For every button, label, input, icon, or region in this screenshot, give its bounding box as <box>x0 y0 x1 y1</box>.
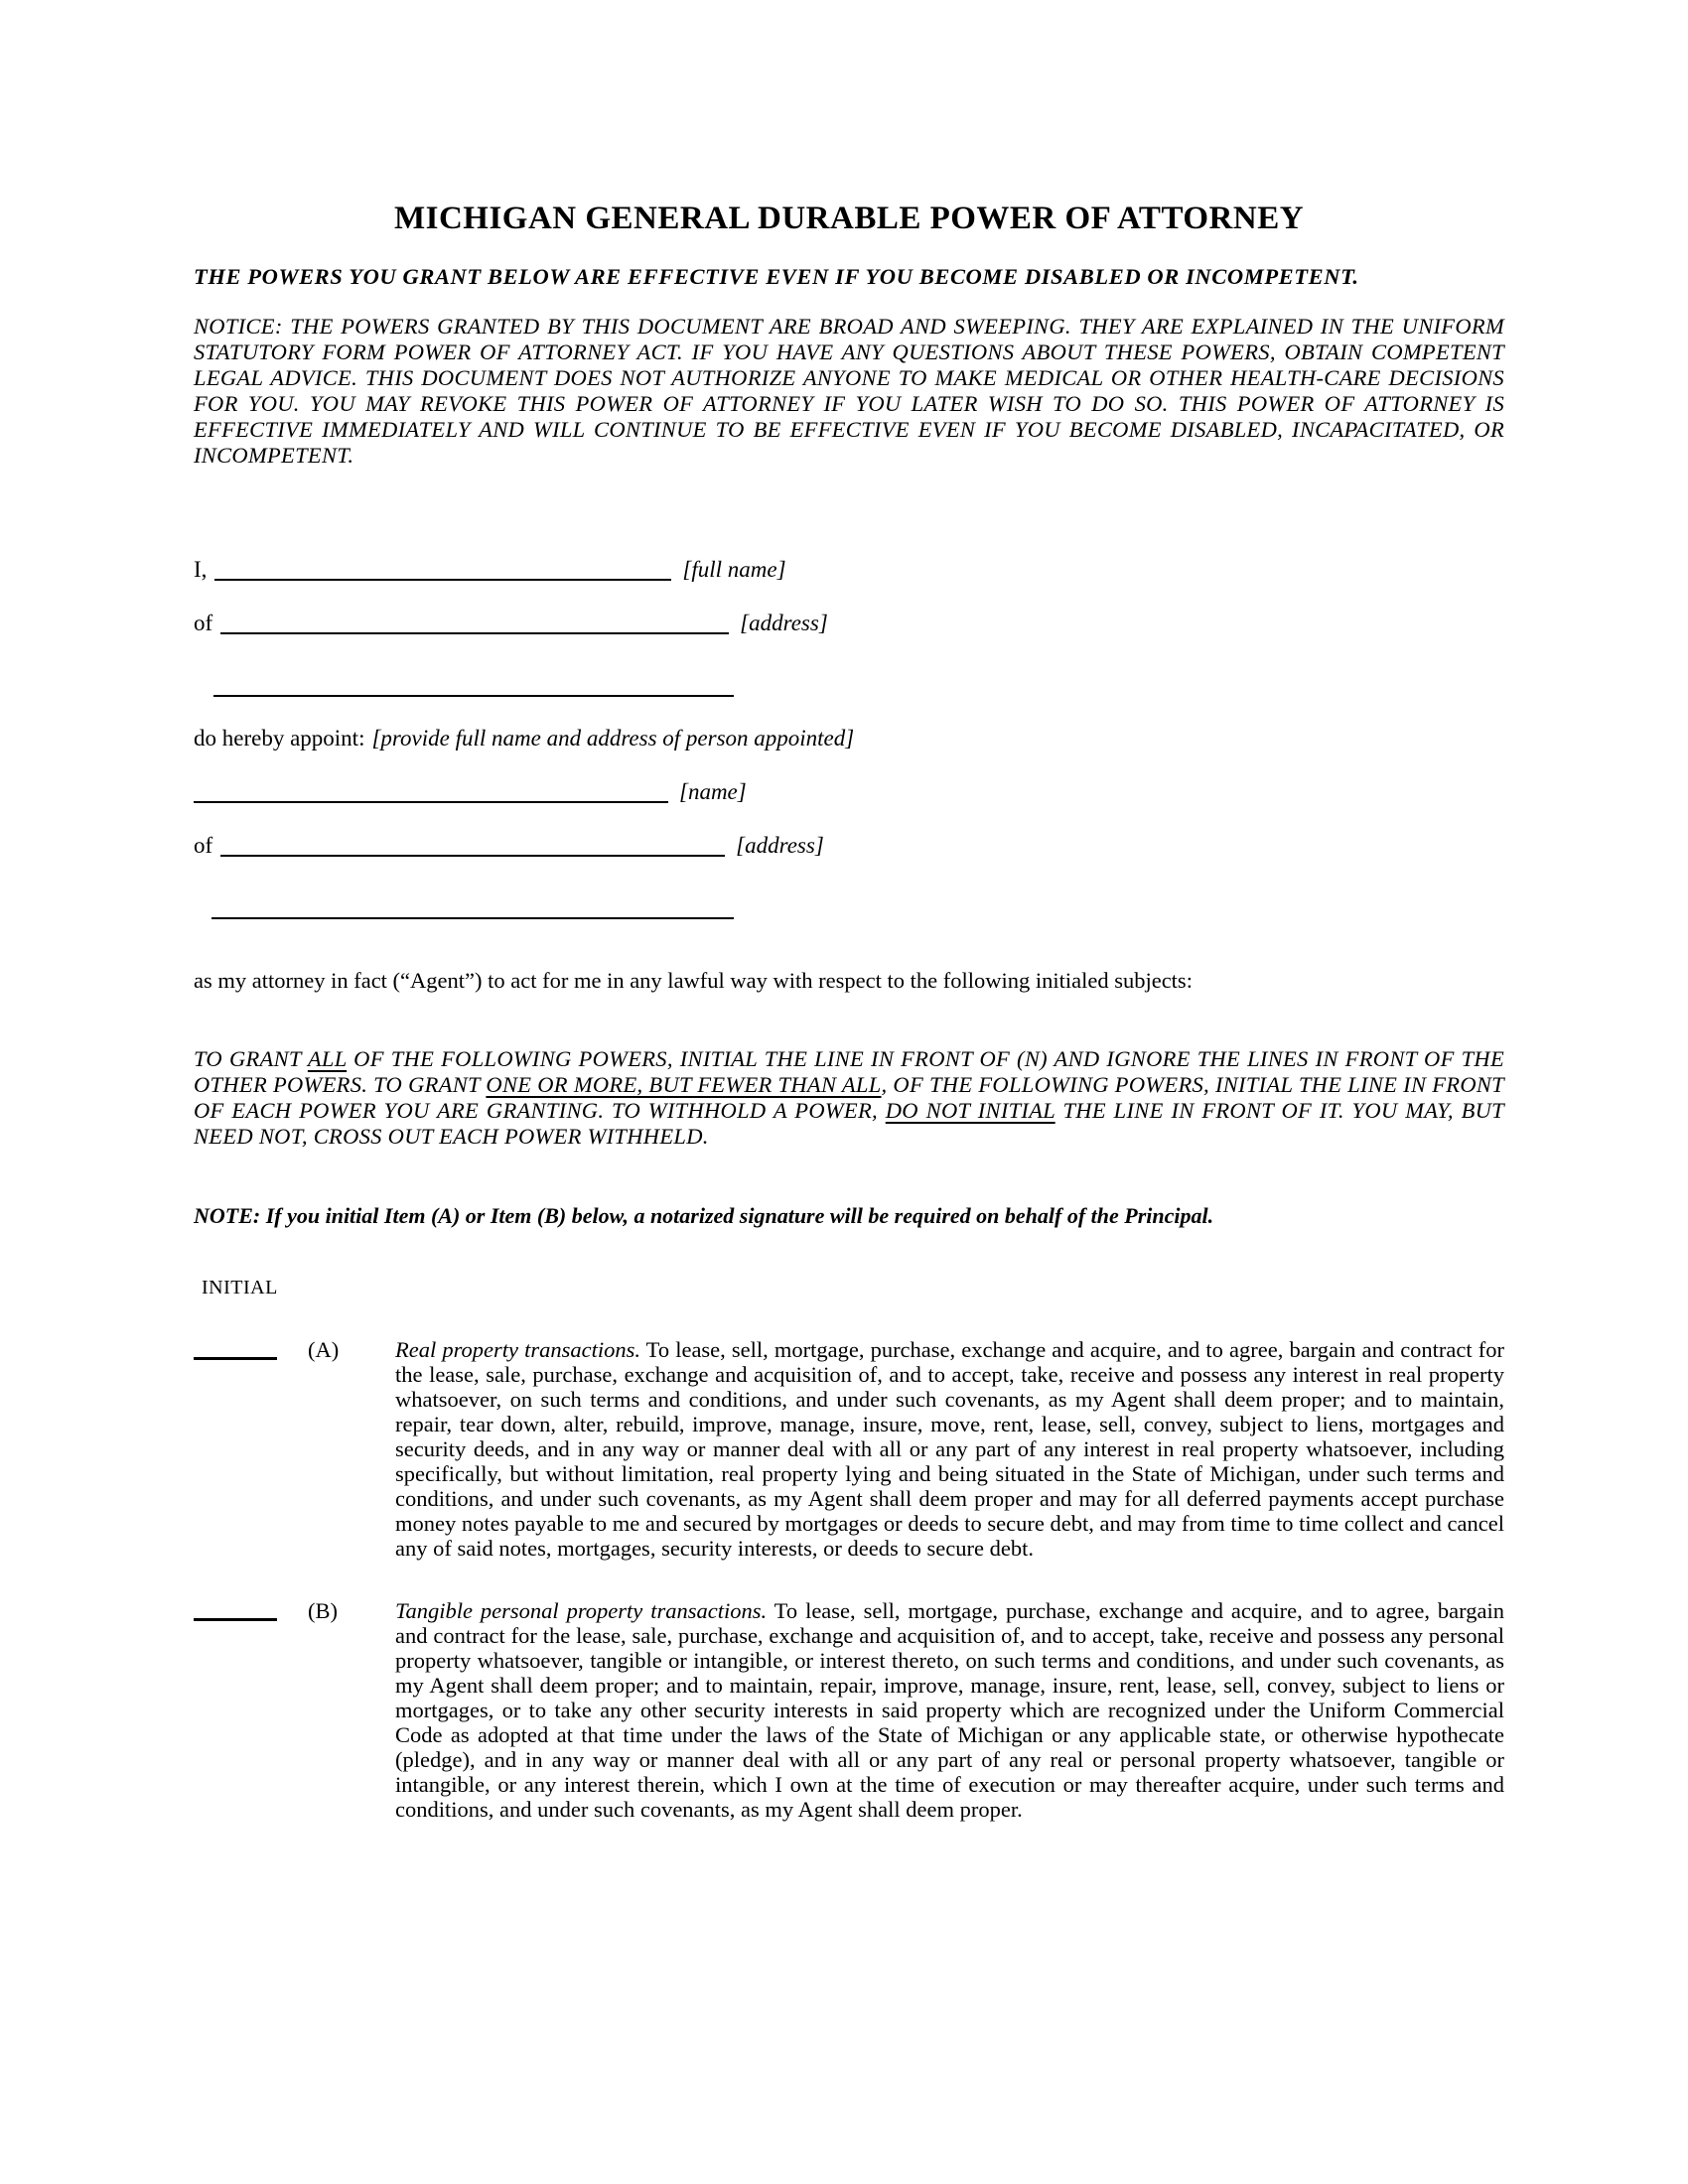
item-text <box>395 1598 1504 1822</box>
initial-blank-line <box>194 1598 277 1621</box>
appoint-hint: [provide full name and address of person appointed] <box>371 726 855 751</box>
agent-name-line <box>194 778 668 803</box>
grant-underlined-phrase: ONE OR MORE, BUT FEWER THAN ALL <box>486 1072 882 1097</box>
agent-address-line-2 <box>211 894 734 919</box>
effectiveness-statement: THE POWERS YOU GRANT BELOW ARE EFFECTIVE EVEN IF YOU BECOME DISABLED OR INCOMPETENT. <box>194 264 1359 289</box>
grant-underlined-phrase: DO NOT INITIAL <box>885 1098 1055 1123</box>
item-label: (B) <box>308 1598 338 1623</box>
power-item-a <box>194 1337 1504 1561</box>
notice-paragraph: NOTICE: THE POWERS GRANTED BY THIS DOCUMENT ARE BROAD AND SWEEPING. THEY ARE EXPLAINED IN THE UNIFORM STATUTORY FORM POWER OF ATTORNEY ACT. IF YOU HAVE ANY QUESTIONS ABOUT THESE POWERS, OBTAIN COMPETENT LEGAL ADVICE. THIS DOCUMENT DOES NOT AUTHORIZE ANYONE TO MAKE MEDICAL OR OTHER HEALTH-CARE DECISIONS FOR YOU. YOU MAY REVOKE THIS POWER OF ATTORNEY IF YOU LATER WISH TO DO SO. THIS POWER OF ATTORNEY IS EFFECTIVE IMMEDIATELY AND WILL CONTINUE TO BE EFFECTIVE EVEN IF YOU BECOME DISABLED, INCAPACITATED, OR INCOMPETENT. <box>194 314 1504 468</box>
name-hint: [name] <box>679 779 747 804</box>
principal-address-line <box>220 610 729 634</box>
item-body: To lease, sell, mortgage, purchase, exchange and acquire, and to agree, bargain and contract for the lease, sale, purchase, exchange and acquisition of, and to accept, take, receive and possess any interest in real property whatsoever, on such terms and conditions, and under such covenants, as my Agent shall deem proper; and to maintain, repair, tear down, alter, rebuild, improve, manage, insure, move, rent, lease, sell, convey, subject to liens, mortgages and security deeds, and in any way or manner deal with all or any part of any interest in real property whatsoever, including specifically, but without limitation, real property lying and being situated in the State of Michigan, under such terms and conditions, and under such covenants, as my Agent shall deem proper and may for all deferred payments accept purchase money notes payable to me and secured by mortgages or deeds to secure debt, and may from time to time collect and cancel any of said notes, mortgages, security interests, or deeds to secure debt. <box>395 1337 1504 1561</box>
agent-address-row <box>194 832 1504 859</box>
grant-text-segment: OF THE FOLLOWING POWERS, INITIAL THE LINE IN FRONT OF (N) AND IGNORE THE LINES IN FRONT OF THE OTHER POWERS. TO GRANT <box>194 1046 1505 1097</box>
grant-text-segment: , OF THE FOLLOWING POWERS, INITIAL THE LINE IN FRONT OF EACH POWER YOU ARE GRANTING. TO WITHHOLD A POWER, <box>194 1072 1504 1123</box>
agent-clause: as my attorney in fact (“Agent”) to act for me in any lawful way with respect to the following initialed subjects: <box>194 968 1193 993</box>
item-text <box>395 1337 1504 1561</box>
item-label: (A) <box>308 1337 340 1362</box>
principal-name-line <box>214 556 671 581</box>
power-item-b <box>194 1598 1504 1822</box>
principal-name-row <box>194 556 1504 583</box>
initial-column-header: INITIAL <box>202 1277 278 1298</box>
agent-address-line <box>220 832 725 857</box>
grant-underlined-phrase: ALL <box>307 1046 348 1071</box>
principal-fields <box>194 556 1504 921</box>
initial-blank-line <box>194 1337 277 1360</box>
principal-address2-row <box>194 672 1504 699</box>
grant-instructions <box>194 1046 1504 1150</box>
principal-address-row <box>194 610 1504 636</box>
of-label: of <box>194 611 213 635</box>
page-title: MICHIGAN GENERAL DURABLE POWER OF ATTORNEY <box>393 201 1305 236</box>
i-label: I, <box>194 557 208 582</box>
principal-address-line-2 <box>213 672 734 697</box>
of-label: of <box>194 833 213 858</box>
full-name-hint: [full name] <box>682 557 786 582</box>
appointment-lead-row <box>194 726 1504 751</box>
appoint-label: do hereby appoint: <box>194 726 365 751</box>
address-hint: [address] <box>740 611 828 635</box>
item-body: To lease, sell, mortgage, purchase, exchange and acquire, and to agree, bargain and contract for the lease, sale, purchase, exchange and acquisition of, and to accept, take, receive and possess any personal property whatsoever, tangible or intangible, or interest thereto, on such terms and conditions, and under such covenants, as my Agent shall deem proper; and to maintain, repair, improve, manage, insure, rent, lease, sell, convey, subject to liens or mortgages, or to take any other security interests in said property which are recognized under the Uniform Commercial Code as adopted at that time under the laws of the State of Michigan or any applicable state, or otherwise hypothecate (pledge), and in any way or manner deal with all or any part of any real or personal property whatsoever, tangible or intangible, or any interest therein, which I own at the time of execution or may thereafter acquire, under such terms and conditions, and under such covenants, as my Agent shall deem proper. <box>395 1598 1504 1822</box>
item-lead: Tangible personal property transactions. <box>395 1598 768 1623</box>
initial-line-cell <box>194 1598 308 1822</box>
initial-line-cell <box>194 1337 308 1561</box>
agent-name-row <box>194 778 1504 805</box>
grant-text-segment: TO GRANT <box>194 1046 308 1071</box>
notarization-note: NOTE: If you initial Item (A) or Item (B) below, a notarized signature will be required on behalf of the Principal. <box>194 1203 1214 1228</box>
grant-text-segment: THE LINE IN FRONT OF IT. YOU MAY, BUT NEED NOT, CROSS OUT EACH POWER WITHHELD. <box>194 1098 1504 1149</box>
address-hint: [address] <box>736 833 824 858</box>
agent-address2-row <box>194 894 1504 921</box>
item-lead: Real property transactions. <box>395 1337 640 1362</box>
